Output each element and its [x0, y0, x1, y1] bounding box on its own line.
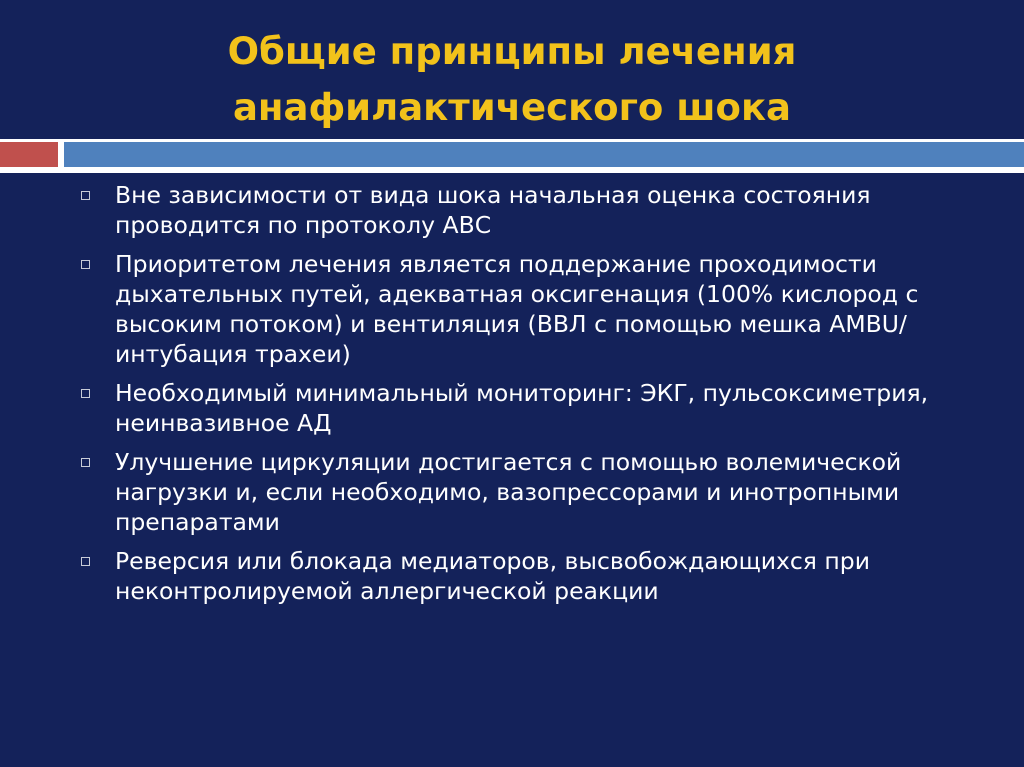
title-line-2: анафилактического шока: [232, 86, 792, 129]
bullet-item: [0, 546, 1024, 606]
title-divider: [0, 139, 1024, 173]
bullet-text: Вне зависимости от вида шока начальная оценка состояния проводится по протоколу АВС: [115, 181, 871, 239]
bullet-text: Улучшение циркуляции достигается с помощью волемической нагрузки и, если необходимо, вазопрессорами и инотропными препаратами: [115, 448, 902, 536]
square-bullet-icon: [81, 557, 90, 566]
divider-red-accent: [0, 142, 58, 167]
divider-blue-bar: [64, 142, 1024, 167]
square-bullet-icon: [81, 458, 90, 467]
bullet-text: Реверсия или блокада медиаторов, высвобождающихся при неконтролируемой аллергической реакции: [115, 547, 870, 605]
bullet-list: [0, 180, 1024, 615]
bullet-item: [0, 249, 1024, 369]
slide-title: [0, 24, 1024, 136]
square-bullet-icon: [81, 260, 90, 269]
title-line-1: Общие принципы лечения: [227, 30, 797, 73]
bullet-text: Приоритетом лечения является поддержание проходимости дыхательных путей, адекватная оксигенация (100% кислород с высоким потоком) и вентиляция (ВВЛ с помощью мешка AMBU/интубация трахеи): [115, 250, 919, 368]
square-bullet-icon: [81, 191, 90, 200]
bullet-item: [0, 180, 1024, 240]
bullet-item: [0, 447, 1024, 537]
square-bullet-icon: [81, 389, 90, 398]
bullet-text: Необходимый минимальный мониторинг: ЭКГ, пульсоксиметрия, неинвазивное АД: [115, 379, 929, 437]
bullet-item: [0, 378, 1024, 438]
